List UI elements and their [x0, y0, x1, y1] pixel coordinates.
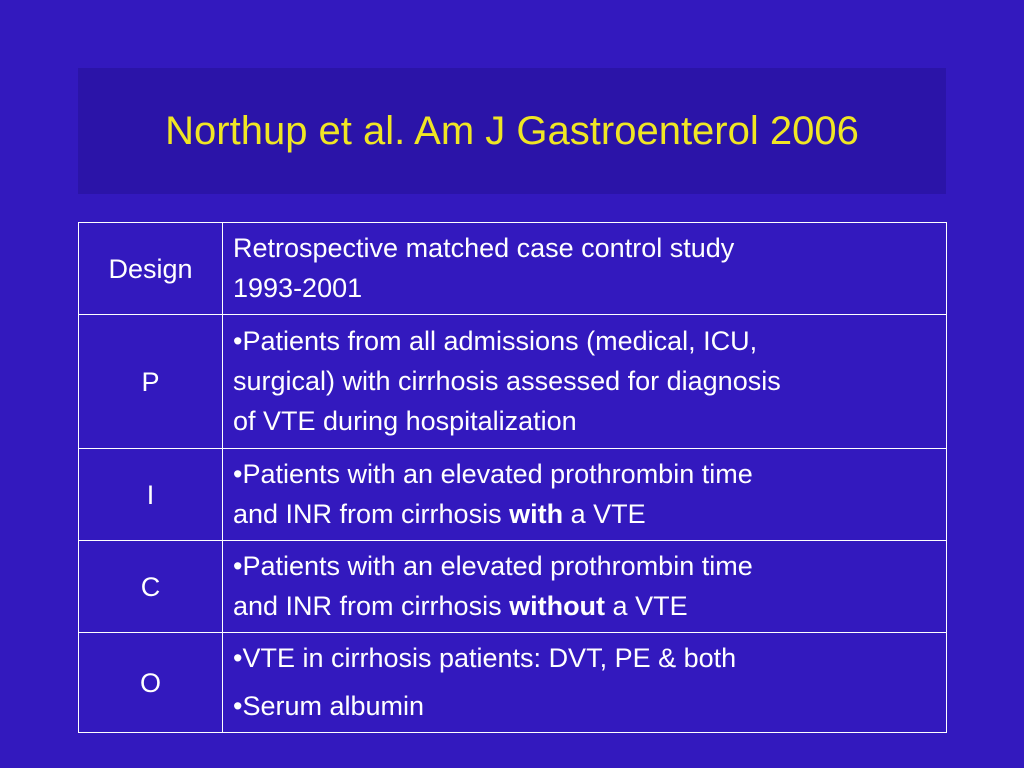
content-bullet: •Serum albumin: [233, 690, 425, 721]
row-content-i: [223, 449, 947, 541]
row-content-design: [223, 223, 947, 315]
emphasis-without: without: [509, 590, 606, 621]
row-label-design: Design: [79, 223, 223, 315]
content-line: [233, 494, 940, 534]
content-text: a VTE: [563, 498, 646, 529]
row-label-c: C: [79, 541, 223, 633]
content-line: •Patients with an elevated prothrombin time: [233, 458, 753, 489]
content-text: and INR from cirrhosis: [233, 498, 510, 529]
row-label-i: I: [79, 449, 223, 541]
table-row-design: [79, 223, 947, 315]
slide-title: Northup et al. Am J Gastroenterol 2006: [165, 108, 859, 153]
content-line: •Patients with an elevated prothrombin time: [233, 550, 753, 581]
pico-table: [78, 222, 947, 733]
content-line: of VTE during hospitalization: [233, 405, 577, 436]
row-label-o: O: [79, 633, 223, 733]
content-text: and INR from cirrhosis: [233, 590, 510, 621]
table-row-p: [79, 315, 947, 449]
row-content-c: [223, 541, 947, 633]
content-line: •Patients from all admissions (medical, ICU,: [233, 325, 758, 356]
table-row-i: [79, 449, 947, 541]
row-label-p: P: [79, 315, 223, 449]
bullet-spacer: [233, 678, 940, 686]
content-line: surgical) with cirrhosis assessed for diagnosis: [233, 365, 781, 396]
title-box: [78, 68, 946, 194]
table-row-c: [79, 541, 947, 633]
table-row-o: [79, 633, 947, 733]
content-bullet: •VTE in cirrhosis patients: DVT, PE & both: [233, 642, 737, 673]
content-line: 1993-2001: [233, 272, 363, 303]
row-content-p: [223, 315, 947, 449]
content-line: [233, 586, 940, 626]
row-content-o: [223, 633, 947, 733]
content-text: a VTE: [605, 590, 688, 621]
emphasis-with: with: [509, 498, 564, 529]
content-line: Retrospective matched case control study: [233, 232, 735, 263]
